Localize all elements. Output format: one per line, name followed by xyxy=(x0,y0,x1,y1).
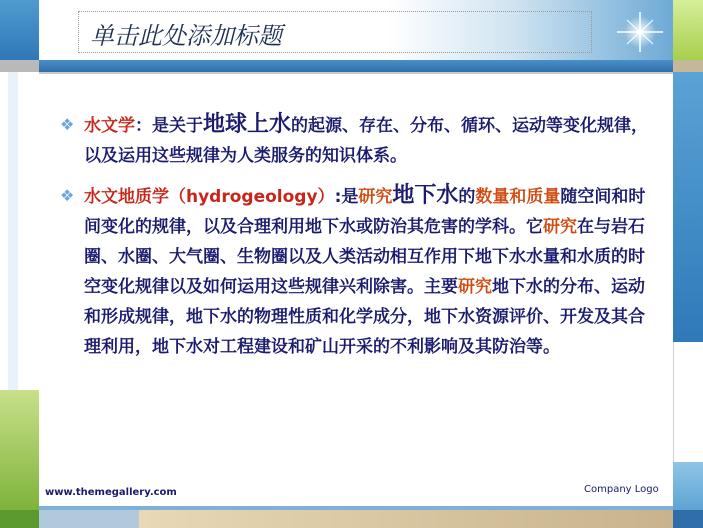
bullet-text: ：是关于 xyxy=(135,116,203,136)
term-hydrology: 水文学 xyxy=(84,116,135,136)
separator-bar xyxy=(39,60,673,72)
bullet-text: 的 xyxy=(458,187,476,207)
company-logo: Company Logo xyxy=(584,484,659,495)
highlight-research: 研究 xyxy=(458,277,492,297)
bullet-hydrogeology xyxy=(58,181,658,362)
left-decor-strip xyxy=(8,60,18,390)
bullet-text: 地下水的分布、运动和形成规律，地下水的物理性质和化学成分，地下水资源评价、开发及其合理利用，地下水对工程建设和矿山开采的不利影响及其防治等。 xyxy=(84,277,645,357)
footer-decor-right xyxy=(673,510,703,528)
bullet-hydrology xyxy=(58,110,658,171)
term-hydrogeology: 水文地质学（hydrogeology） xyxy=(84,187,335,207)
diamond-bullet-icon: ❖ xyxy=(60,115,75,134)
footer-url: www.themegallery.com xyxy=(45,487,177,498)
footer-decor-tan xyxy=(139,510,673,528)
bullet-text: 的起源、存在、分布、循环、运动等变化规律，以及运用这些规律为人类服务的知识体系。 xyxy=(84,116,649,166)
right-decor-lower xyxy=(673,342,703,462)
left-decor-bottom xyxy=(0,390,39,510)
bullet-text: :是 xyxy=(334,187,359,207)
slide-title[interactable]: 单击此处添加标题 xyxy=(90,22,282,50)
highlight-research: 研究 xyxy=(543,217,577,237)
highlight-quantity-quality: 数量和质量 xyxy=(475,187,561,207)
separator-left xyxy=(0,60,39,72)
content-body[interactable] xyxy=(58,110,658,372)
left-decor-middle xyxy=(0,60,39,390)
footer-decor-blue xyxy=(39,510,139,528)
left-decor-top xyxy=(0,0,39,60)
bullet-text: 在与岩石圈、水圈、大气圈、生物圈以及人类活动相互作用下地下水水量和水质的时空变化规律以及如何运用这些规律兴利除害。主要 xyxy=(84,217,645,297)
right-decor-middle xyxy=(673,72,703,342)
bullet-text: 随空间和时间变化的规律，以及合理利用地下水或防治其危害的学科。它 xyxy=(84,187,646,237)
sparkle-icon xyxy=(605,10,675,55)
emphasis-text: 地下水 xyxy=(392,183,459,208)
highlight-research: 研究 xyxy=(358,187,393,207)
footer-decor-left xyxy=(0,510,39,528)
separator-thin xyxy=(39,72,673,74)
right-decor-top xyxy=(673,0,703,60)
separator-right xyxy=(673,60,703,72)
diamond-bullet-icon: ❖ xyxy=(60,186,75,205)
emphasis-text: 地球上水 xyxy=(203,112,292,137)
